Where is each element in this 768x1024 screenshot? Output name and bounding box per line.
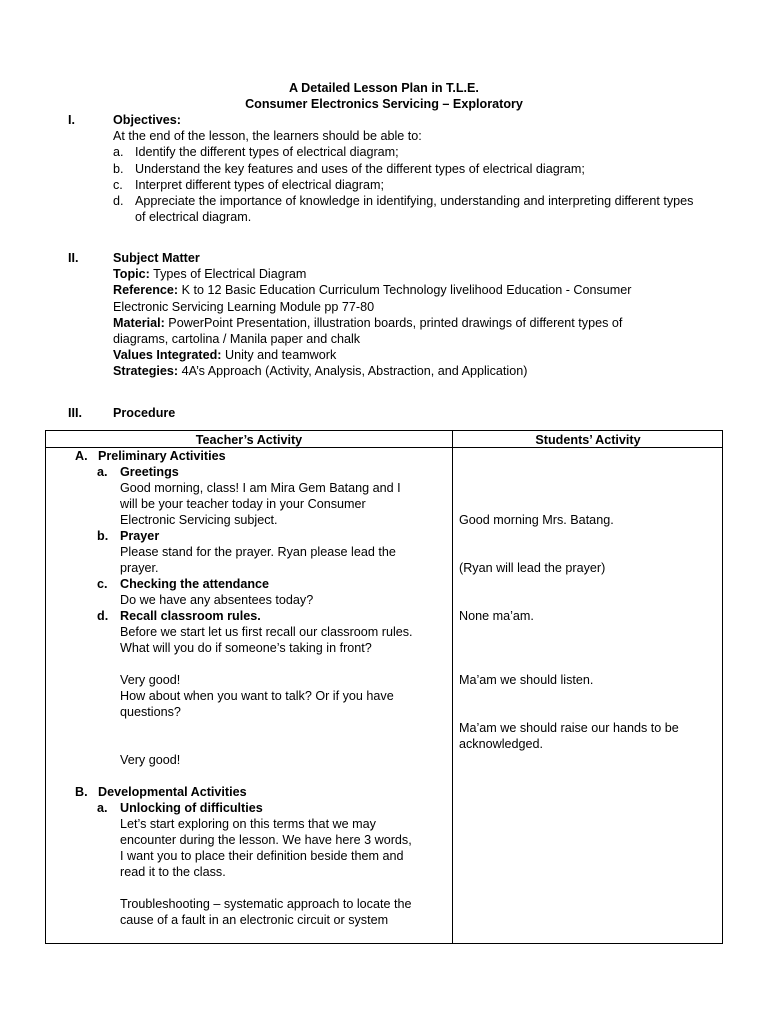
- document-subtitle: Consumer Electronics Servicing – Exploratory: [245, 97, 523, 111]
- unlocking-heading: Unlocking of difficulties: [120, 801, 263, 815]
- values-line: Values Integrated: Unity and teamwork: [113, 348, 337, 363]
- section-marker: A.: [75, 449, 88, 463]
- column-divider: [452, 431, 453, 943]
- teacher-text: Do we have any absentees today?: [120, 593, 314, 607]
- teacher-text: What will you do if someone’s taking in front?: [120, 641, 372, 655]
- subject-matter-heading: Subject Matter: [113, 251, 200, 265]
- student-text: (Ryan will lead the prayer): [459, 561, 606, 575]
- student-text: Ma’am we should raise our hands to be: [459, 721, 679, 735]
- prayer-heading: Prayer: [120, 529, 160, 543]
- teacher-text: questions?: [120, 705, 181, 719]
- teacher-text: cause of a fault in an electronic circuit or system: [120, 913, 389, 927]
- objectives-heading: Objectives:: [113, 113, 181, 127]
- attendance-heading: Checking the attendance: [120, 577, 270, 591]
- activity-table: [45, 430, 723, 944]
- teacher-text: Troubleshooting – systematic approach to locate the: [120, 897, 412, 911]
- material-line: Material: PowerPoint Presentation, illustration boards, printed drawings of different types of: [113, 315, 623, 330]
- teacher-text: Very good!: [120, 753, 181, 767]
- item-marker: a.: [97, 801, 108, 815]
- list-item: c. Interpret different types of electrical diagram;: [113, 177, 384, 192]
- topic-line: Topic: Types of Electrical Diagram: [113, 267, 307, 282]
- objectives-intro: At the end of the lesson, the learners should be able to:: [113, 129, 422, 144]
- teacher-text: encounter during the lesson. We have here 3 words,: [120, 833, 412, 847]
- teacher-text: Before we start let us first recall our classroom rules.: [120, 625, 413, 639]
- teacher-activity-header: Teacher’s Activity: [195, 433, 303, 447]
- section-number: III.: [68, 406, 82, 420]
- strategies-line: Strategies: 4A’s Approach (Activity, Analysis, Abstraction, and Application): [113, 364, 528, 379]
- student-text: None ma’am.: [459, 609, 534, 623]
- student-text: Good morning Mrs. Batang.: [459, 513, 614, 527]
- teacher-text: will be your teacher today in your Consumer: [120, 497, 366, 511]
- list-item: a. Identify the different types of electrical diagram;: [113, 145, 399, 160]
- developmental-heading: Developmental Activities: [98, 785, 247, 799]
- objectives-list: [113, 144, 713, 225]
- section-number: I.: [68, 113, 75, 127]
- section-marker: B.: [75, 785, 88, 799]
- students-activity-header: Students’ Activity: [535, 433, 641, 447]
- item-marker: b.: [97, 529, 109, 543]
- teacher-text: Electronic Servicing subject.: [120, 513, 278, 527]
- list-item: b. Understand the key features and uses of the different types of electrical diagram;: [113, 161, 585, 176]
- section-number: II.: [68, 251, 79, 265]
- item-marker: c.: [97, 577, 108, 591]
- teacher-text: Let’s start exploring on this terms that we may: [120, 817, 376, 831]
- teacher-text: prayer.: [120, 561, 159, 575]
- procedure-heading: Procedure: [113, 406, 176, 420]
- item-marker: d.: [97, 609, 109, 623]
- reference-line: Reference: K to 12 Basic Education Curriculum Technology livelihood Education - Consumer: [113, 283, 632, 298]
- teacher-text: Very good!: [120, 673, 181, 687]
- item-marker: a.: [97, 465, 108, 479]
- greetings-heading: Greetings: [120, 465, 179, 479]
- recall-heading: Recall classroom rules.: [120, 609, 261, 623]
- reference-line-2: Electronic Servicing Learning Module pp 77-80: [113, 299, 375, 314]
- teacher-text: How about when you want to talk? Or if you have: [120, 689, 394, 703]
- teacher-text: read it to the class.: [120, 865, 226, 879]
- teacher-text: I want you to place their definition beside them and: [120, 849, 404, 863]
- material-line-2: diagrams, cartolina / Manila paper and chalk: [113, 332, 361, 347]
- document-title: A Detailed Lesson Plan in T.L.E.: [289, 81, 479, 95]
- preliminary-heading: Preliminary Activities: [98, 449, 226, 463]
- student-text: Ma’am we should listen.: [459, 673, 594, 687]
- student-text: acknowledged.: [459, 737, 544, 751]
- list-item: d. Appreciate the importance of knowledge in identifying, understanding and interpreting different types of electrical diagram.: [113, 194, 694, 225]
- teacher-text: Good morning, class! I am Mira Gem Batang and I: [120, 481, 401, 495]
- teacher-text: Please stand for the prayer. Ryan please lead the: [120, 545, 396, 559]
